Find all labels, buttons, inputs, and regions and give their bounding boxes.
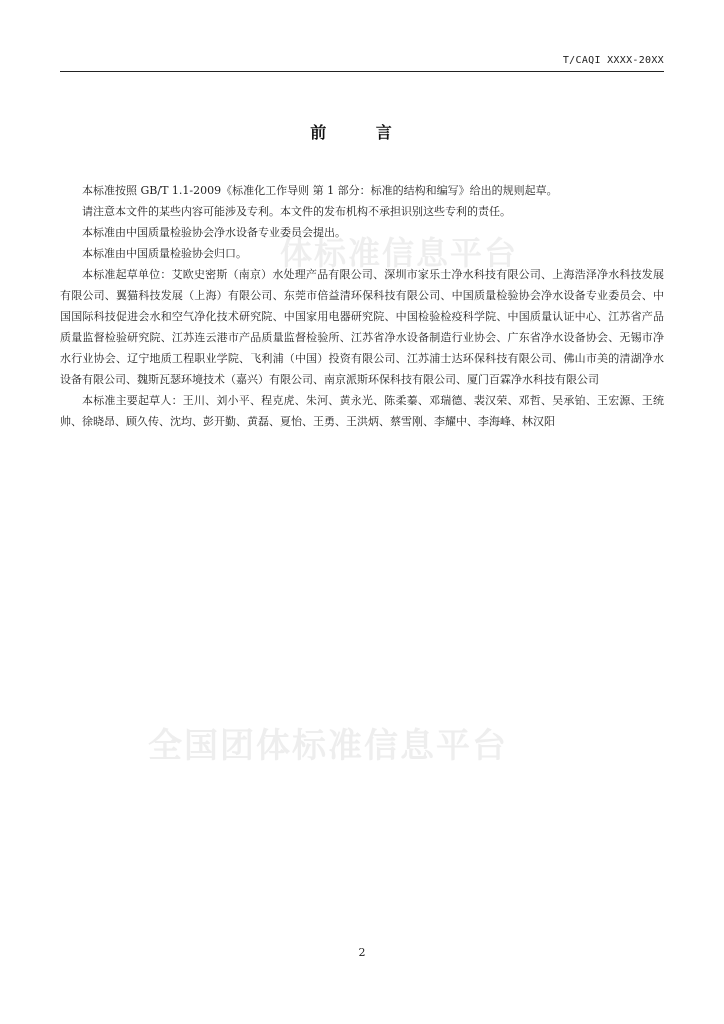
paragraph-centralized-unit: 本标准由中国质量检验协会归口。 [82, 247, 247, 260]
paragraph-proposer: 本标准由中国质量检验协会净水设备专业委员会提出。 [82, 226, 346, 239]
paragraph-drafters: 本标准主要起草人：王川、刘小平、程克虎、朱河、黄永光、陈柔蓁、邓瑞德、裴汉荣、邓哲、吴承铂、王宏源、王统帅、徐晓昂、顾久传、沈均、彭开勤、黄磊、夏怡、王勇、王洪炳、蔡雪刚、李耀中、李海峰、林汉阳 [60, 394, 664, 428]
foreword-body [60, 180, 664, 432]
page-number: 2 [358, 946, 366, 959]
paragraph-patent-notice: 请注意本文件的某些内容可能涉及专利。本文件的发布机构不承担识别这些专利的责任。 [82, 205, 511, 218]
paragraph-drafting-rules: 本标准按照 GB/T 1.1-2009《标准化工作导则 第 1 部分：标准的结构和编写》给出的规则起草。 [82, 184, 558, 197]
watermark-text: 全国团体标准信息平台 [148, 726, 508, 766]
watermark-text: 体标准信息平台 [280, 234, 519, 272]
paragraph-drafting-units: 本标准起草单位：艾欧史密斯（南京）水处理产品有限公司、深圳市家乐士净水科技有限公司、上海浩泽净水科技发展有限公司、翼猫科技发展（上海）有限公司、东莞市倍益清环保科技有限公司、中国质量检验协会净水设备专业委员会、中国国际科技促进会水和空气净化技术研究院、中国家用电器研究院、中国检验检疫科学院、中国质量认证中心、江苏省产品质量监督检验研究院、江苏连云港市产品质量监督检验所、江苏省净水设备制造行业协会、广东省净水设备协会、无锡市净水行业协会、辽宁地质工程职业学院、飞利浦（中国）投资有限公司、江苏浦士达环保科技有限公司、佛山市美的清湖净水设备有限公司、魏斯瓦瑟环境技术（嘉兴）有限公司、南京派斯环保科技有限公司、厦门百霖净水科技有限公司 [60, 268, 664, 386]
page-title: 前 言 [310, 123, 414, 142]
document-code: T/CAQI XXXX-20XX [562, 55, 664, 66]
header-rule [60, 71, 664, 72]
